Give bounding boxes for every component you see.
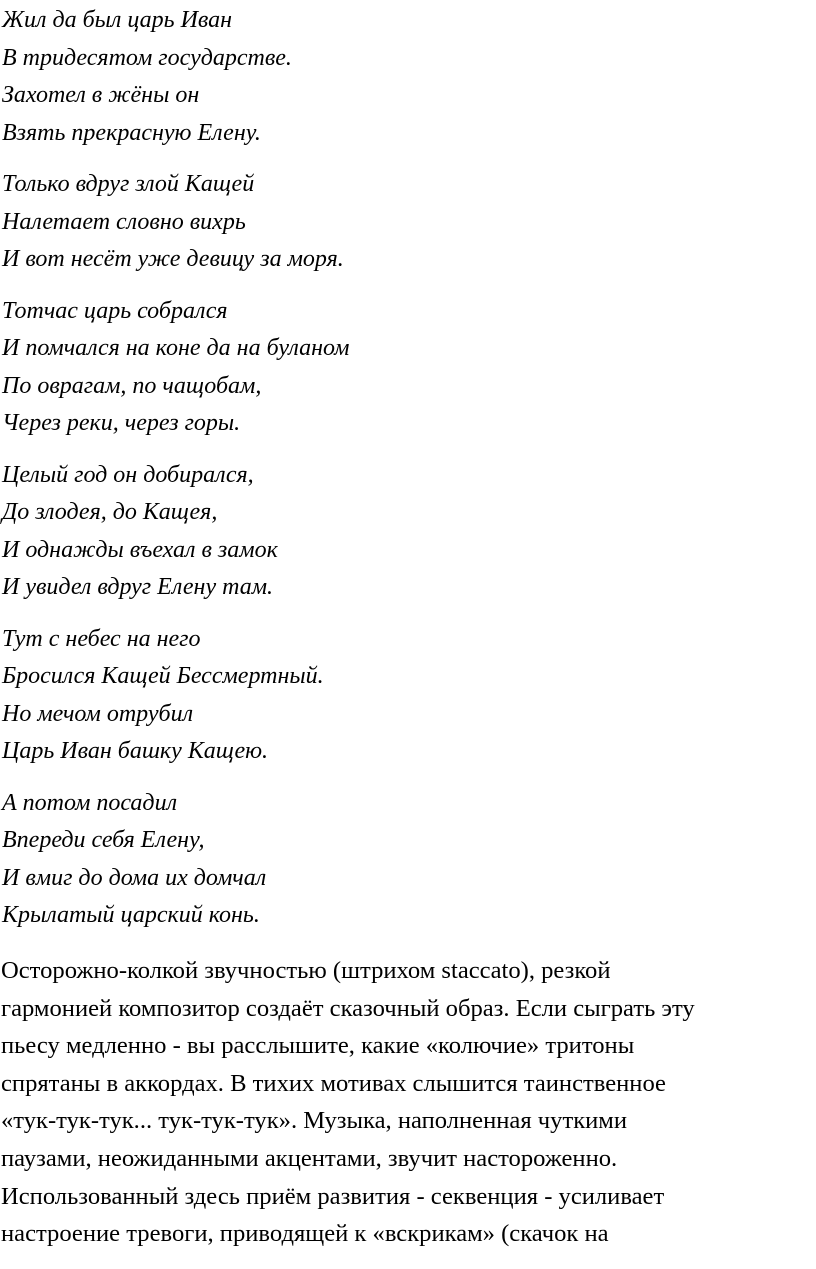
poem-line: Тотчас царь собрался — [2, 297, 228, 324]
poem-line: Крылатый царский конь. — [2, 902, 260, 928]
poem-line: И увидел вдруг Елену там. — [2, 574, 274, 600]
stanza-2 — [2, 166, 802, 279]
poem-line: По оврагам, по чащобам, — [2, 372, 262, 399]
commentary-paragraph — [1, 952, 811, 1253]
poem-line: До злодея, до Кащея, — [2, 499, 218, 525]
poem-line: Царь Иван башку Кащею. — [2, 738, 269, 764]
paragraph-line: «тук-тук-тук... тук-тук-тук». Музыка, наполненная чуткими — [1, 1107, 628, 1135]
poem-line: Налетает словно вихрь — [2, 208, 246, 235]
poem-line: Захотел в жёны он — [2, 82, 200, 108]
poem-line: Бросился Кащей Бессмертный. — [2, 663, 324, 689]
poem-line: Тут с небес на него — [2, 625, 201, 652]
stanza-1 — [2, 2, 802, 152]
paragraph-line: паузами, неожиданными акцентами, звучит настороженно. — [1, 1144, 618, 1172]
poem-line: Целый год он добирался, — [2, 461, 254, 488]
stanza-5 — [2, 621, 802, 771]
paragraph-line: спрятаны в аккордах. В тихих мотивах слышится таинственное — [1, 1069, 666, 1097]
poem-line: Только вдруг злой Кащей — [2, 171, 255, 197]
poem-line: А потом посадил — [2, 789, 178, 816]
stanza-6 — [2, 785, 802, 935]
poem-line: И помчался на коне да на буланом — [2, 335, 350, 361]
paragraph-line: пьесу медленно - вы расслышите, какие «колючие» тритоны — [1, 1032, 635, 1060]
poem-line: И вот несёт уже девицу за моря. — [2, 246, 344, 272]
poem-line: И однажды въехал в замок — [2, 536, 278, 563]
poem-line: Через реки, через горы. — [2, 410, 241, 436]
stanza-3 — [2, 293, 802, 443]
paragraph-line: Использованный здесь приём развития - секвенция - усиливает — [1, 1182, 665, 1210]
stanza-4 — [2, 457, 802, 607]
poem-line: И вмиг до дома их домчал — [2, 864, 267, 891]
paragraph-line: настроение тревоги, приводящей к «вскрикам» (скачок на — [1, 1220, 609, 1248]
paragraph-line: Осторожно-колкой звучностью (штрихом staccato), резкой — [1, 957, 611, 984]
poem-line: Впереди себя Елену, — [2, 827, 205, 853]
poem-line: В тридесятом государстве. — [2, 44, 292, 71]
poem-line: Взять прекрасную Елену. — [2, 119, 261, 146]
paragraph-line: гармонией композитор создаёт сказочный образ. Если сыграть эту — [1, 994, 695, 1022]
poem — [2, 2, 802, 949]
poem-line: Жил да был царь Иван — [2, 7, 233, 33]
poem-line: Но мечом отрубил — [2, 700, 194, 727]
